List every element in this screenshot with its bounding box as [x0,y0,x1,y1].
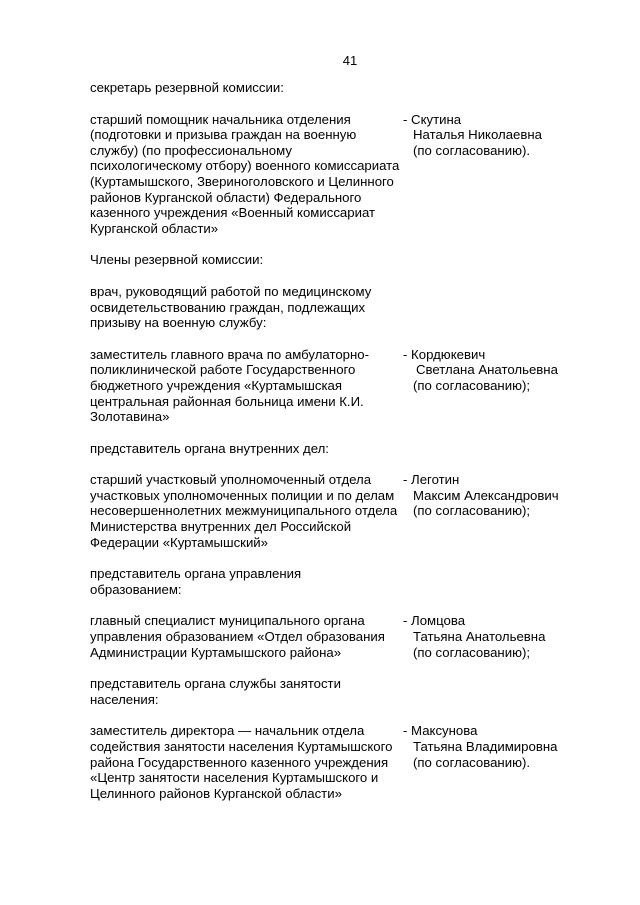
member-name: Наталья Николаевна [413,127,543,143]
section-subheading: врач, руководящий работой по медицинскому освидетельствованию граждан, подлежащих призыву на военную службу: [90,283,372,331]
member-entry [90,472,590,550]
member-person [400,347,590,425]
member-entry [90,347,590,425]
member-role: заместитель директора — начальник отдела содействия занятости населения Куртамышского района Государственного казенного учреждения «Центр занятости населения Куртамышского и Целинного районов Курганской области» [90,723,393,801]
member-role: заместитель главного врача по амбулаторно-поликлинической работе Государственного бюджетного учреждения «Куртамышская центральная районная больница имени К.И. Золотавина» [90,346,370,425]
member-name: Светлана Анатольевна [416,362,558,378]
member-surname: - Леготин [403,472,460,488]
member-note: (по согласованию); [413,644,531,660]
section-heading: секретарь резервной комиссии: [90,80,284,95]
member-note: (по согласованию). [413,754,531,770]
member-person [400,723,590,801]
member-surname: - Максунова [403,723,478,739]
member-note: (по согласованию); [413,503,531,519]
section-heading: представитель органа службы занятости населения: [90,676,341,707]
member-role: старший участковый уполномоченный отдела участковых уполномоченных полиции и по делам несовершеннолетних межмуниципального отдела Министерства внутренних дел Российской Федерации «Куртамышский» [90,472,398,550]
member-note: (по согласованию). [413,142,531,158]
section-heading: представитель органа управления образованием: [90,566,302,597]
member-name: Максим Александрович [413,487,559,503]
section-heading: Члены резервной комиссии: [90,252,264,268]
commission-list [90,80,590,817]
member-role: старший помощник начальника отделения (подготовки и призыва граждан на военную службу) (по профессиональному психологическому отбору) военного комиссариата (Куртамышского, Звериноголовского и Целинного районов Курганской области) Федерального казенного учреждения «Военный комиссариат Курганской области» [90,111,400,236]
section-heading: представитель органа внутренних дел: [90,440,329,456]
member-entry [90,723,590,801]
member-person [400,112,590,237]
page-number: 41 [342,53,358,68]
member-entry [90,112,590,237]
member-entry [90,613,590,660]
member-surname: - Скутина [403,111,462,127]
member-surname: - Ломцова [403,613,466,629]
member-name: Татьяна Анатольевна [413,629,546,645]
member-note: (по согласованию); [413,377,531,393]
member-name: Татьяна Владимировна [413,739,558,754]
member-role: главный специалист муниципального органа управления образованием «Отдел образования Администрации Куртамышского района» [90,613,385,660]
member-surname: - Кордюкевич [403,346,486,362]
member-person [400,613,590,660]
member-person [400,472,590,550]
